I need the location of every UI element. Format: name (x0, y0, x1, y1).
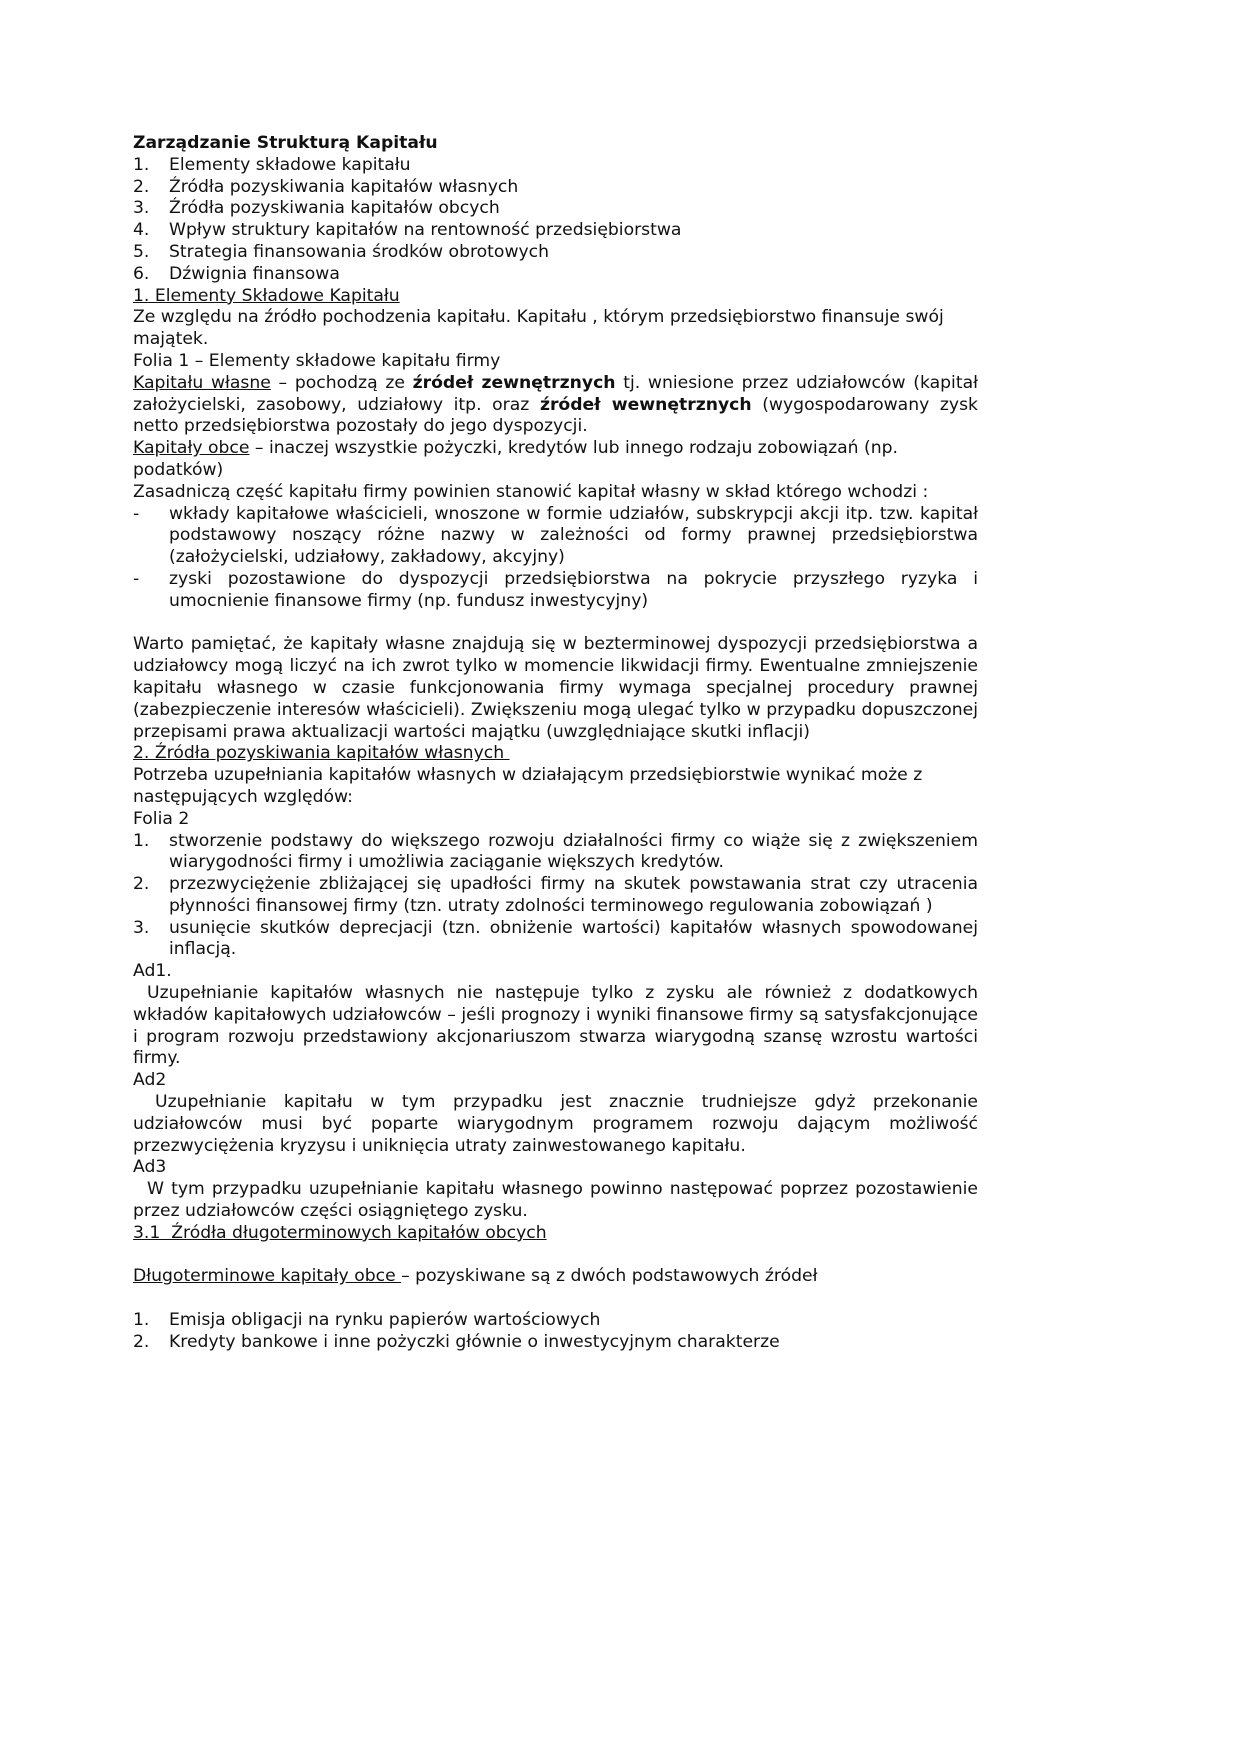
own-capital-definition (133, 373, 978, 438)
list-item-text: wkłady kapitałowe właścicieli, wnoszone w formie udziałów, subskrypcji akcji itp. tzw. kapitał podstawowy noszący różne nazwy w zależności od formy prawnej przedsiębiorstwa (założycielski, udziałowy, zakładowy, akcyjny) (169, 503, 978, 568)
list-item (133, 918, 978, 962)
toc-number: 3. (133, 198, 150, 219)
ad1-label: Ad1. (133, 961, 172, 982)
toc-number: 5. (133, 241, 150, 262)
section-2-intro: Potrzeba uzupełniania kapitałów własnych w działającym przedsiębiorstwie wynikać może z następujących względów: (133, 765, 923, 807)
ad1-paragraph: Uzupełnianie kapitałów własnych nie następuje tylko z zysku ale również z dodatkowych wkładów kapitałowych udziałowców – jeśli prognozy i wyniki finansowe firmy są satysfakcjonujące i program rozwoju przedstawiony akcjonariuszom stwarza wiarygodną szansę wzrostu wartości firmy. (133, 983, 978, 1069)
foreign-capital-text: – inaczej wszystkie pożyczki, kredytów lub innego rodzaju zobowiązań (np. podatków) (133, 438, 899, 480)
long-term-capital-definition (133, 1266, 978, 1288)
external-sources-term: źródeł zewnętrznych (412, 372, 616, 393)
toc-text: Strategia finansowania środków obrotowych (169, 241, 550, 262)
ad2-label: Ad2 (133, 1070, 167, 1091)
ad2-paragraph: Uzupełnianie kapitału w tym przypadku jest znacznie trudniejsze gdyż przekonanie udziałowców musi być poparte wiarygodnym programem rozwoju dającym możliwość przezwyciężenia kryzysu i uniknięcia utraty zainwestowanego kapitału. (133, 1092, 978, 1156)
list-item (133, 504, 978, 569)
document-page (133, 133, 978, 1354)
dash-bullet-icon: - (133, 568, 140, 589)
list-number: 2. (133, 1331, 150, 1352)
dash-bullet-icon: - (133, 503, 140, 524)
ad3-label: Ad3 (133, 1157, 167, 1178)
long-term-capital-text: – pozyskiwane są z dwóch podstawowych źródeł (401, 1266, 818, 1287)
spacer (133, 1245, 978, 1267)
list-item (133, 569, 978, 613)
list-item-text: Emisja obligacji na rynku papierów wartościowych (169, 1310, 601, 1331)
toc-text: Elementy składowe kapitału (169, 154, 411, 175)
list-item (133, 831, 978, 875)
toc-text: Dźwignia finansowa (169, 263, 340, 284)
list-number: 2. (133, 874, 150, 895)
toc-number: 2. (133, 176, 150, 197)
spacer (133, 1288, 978, 1310)
own-capital-text: tj. wniesione przez udziałowców (kapitał założycielski, zasobowy, udziałowy itp. oraz (133, 372, 978, 415)
folia-2-caption: Folia 2 (133, 808, 190, 829)
own-capital-term: Kapitału własne (133, 372, 271, 393)
toc-number: 1. (133, 154, 150, 175)
folia-1-caption: Folia 1 – Elementy składowe kapitału firmy (133, 350, 501, 371)
toc-text: Źródła pozyskiwania kapitałów obcych (169, 198, 500, 219)
toc-text: Źródła pozyskiwania kapitałów własnych (169, 176, 519, 197)
list-number: 1. (133, 1310, 150, 1331)
internal-sources-term: źródeł wewnętrznych (539, 394, 752, 415)
list-item-text: usunięcie skutków deprecjacji (tzn. obniżenie wartości) kapitałów własnych spowodowanej inflacją. (169, 917, 978, 960)
foreign-capital-definition (133, 438, 978, 482)
list-item (133, 1310, 978, 1332)
capital-components-list (133, 504, 978, 613)
ad3-paragraph: W tym przypadku uzupełnianie kapitału własnego powinno następować poprzez pozostawienie przez udziałowców części osiągniętego zysku. (133, 1179, 978, 1222)
list-number: 3. (133, 917, 150, 938)
foreign-capital-term: Kapitały obce (133, 438, 250, 459)
toc-item (133, 198, 978, 220)
section-1-intro: Ze względu na źródło pochodzenia kapitału. Kapitału , którym przedsiębiorstwo finansuje swój majątek. (133, 307, 944, 350)
own-capital-note: Warto pamiętać, że kapitały własne znajdują się w bezterminowej dyspozycji przedsiębiorstwa a udziałowcy mogą liczyć na ich zwrot tylko w momencie likwidacji firmy. Ewentualne zmniejszenie kapitału własnego w czasie funkcjonowania firmy wymaga specjalnej procedury prawnej (zabezpieczenie interesów właścicieli). Zwiększeniu mogą ulegać tylko w przypadku dopuszczonej przepisami prawa aktualizacji wartości majątku (uwzględniające skutki inflacji) (133, 634, 978, 742)
toc-item (133, 220, 978, 242)
list-item (133, 1332, 978, 1354)
long-term-sources-list (133, 1310, 978, 1354)
toc-number: 6. (133, 263, 150, 284)
basic-capital-paragraph: Zasadniczą część kapitału firmy powinien stanowić kapitał własny w skład którego wchodzi : (133, 481, 929, 502)
list-item (133, 874, 978, 918)
section-3-1-heading: 3.1 Źródła długoterminowych kapitałów obcych (133, 1222, 547, 1243)
toc-number: 4. (133, 220, 150, 241)
table-of-contents (133, 155, 978, 286)
reasons-list (133, 831, 978, 962)
spacer (133, 613, 978, 635)
own-capital-text: (wygospodarowany zysk netto przedsiębiorstwa pozostały do jego dyspozycji. (133, 394, 978, 437)
toc-item (133, 177, 978, 199)
long-term-capital-term: Długoterminowe kapitały obce (133, 1266, 402, 1287)
list-number: 1. (133, 830, 150, 851)
list-item-text: przezwyciężenie zbliżającej się upadłości firmy na skutek powstawania strat czy utracenia płynności finansowej firmy (tzn. utraty zdolności terminowego regulowania zobowiązań ) (169, 874, 978, 916)
toc-text: Wpływ struktury kapitałów na rentowność przedsiębiorstwa (169, 220, 682, 241)
section-1-heading: 1. Elementy Składowe Kapitału (133, 285, 400, 306)
list-item-text: Kredyty bankowe i inne pożyczki głównie o inwestycyjnym charakterze (169, 1331, 780, 1352)
document-title: Zarządzanie Strukturą Kapitału (133, 133, 438, 153)
toc-item (133, 264, 978, 286)
list-item-text: stworzenie podstawy do większego rozwoju działalności firmy co wiąże się z zwiększeniem wiarygodności firmy i umożliwia zaciąganie większych kredytów. (169, 830, 978, 873)
toc-item (133, 242, 978, 264)
own-capital-text: – pochodzą ze (270, 372, 413, 393)
list-item-text: zyski pozostawione do dyspozycji przedsiębiorstwa na pokrycie przyszłego ryzyka i umocnienie finansowe firmy (np. fundusz inwestycyjny) (169, 568, 978, 611)
section-2-heading: 2. Źródła pozyskiwania kapitałów własnych (133, 743, 510, 764)
toc-item (133, 155, 978, 177)
